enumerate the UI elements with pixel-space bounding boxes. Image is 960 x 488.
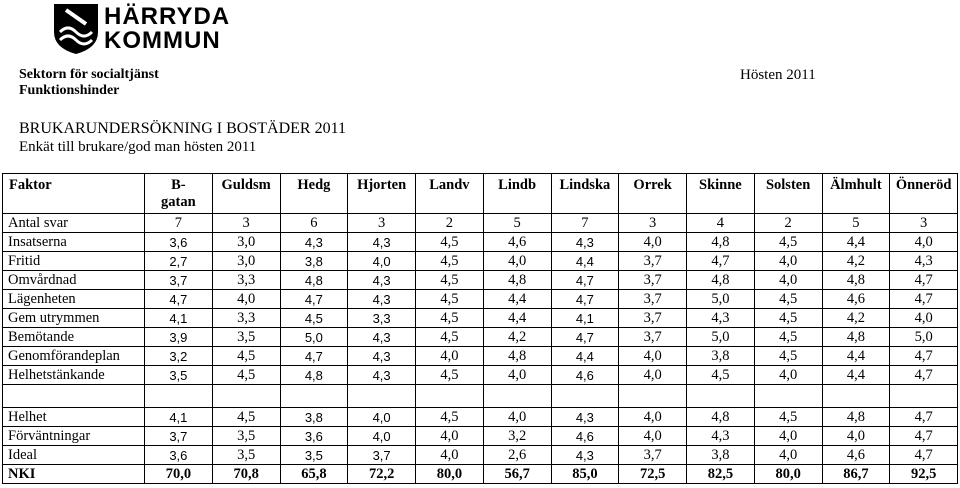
table-cell: 3,8 xyxy=(280,252,348,271)
table-cell: 4,3 xyxy=(687,427,755,446)
table-cell: 4,2 xyxy=(822,309,890,328)
table-cell: 3,7 xyxy=(145,271,213,290)
table-cell: 4,3 xyxy=(348,328,416,347)
table-cell: 3,7 xyxy=(619,309,687,328)
table-cell: 4,3 xyxy=(348,347,416,366)
table-row xyxy=(3,446,958,465)
table-cell: 3 xyxy=(348,214,416,233)
table-row xyxy=(3,347,958,366)
column-header: Solsten xyxy=(754,174,822,214)
table-cell xyxy=(754,385,822,408)
table-cell: 5,0 xyxy=(890,328,958,347)
page-subtitle: Enkät till brukare/god man hösten 2011 xyxy=(19,139,257,155)
table-header-row xyxy=(3,174,958,214)
table-cell: 7 xyxy=(145,214,213,233)
table-cell: 4,5 xyxy=(754,233,822,252)
table-cell: 4,6 xyxy=(822,446,890,465)
row-label: Fritid xyxy=(3,252,145,271)
table-cell: 4,5 xyxy=(416,366,484,385)
table-cell: 2,6 xyxy=(483,446,551,465)
column-header: Landv xyxy=(416,174,484,214)
table-cell: 3,7 xyxy=(619,290,687,309)
table-cell: 4,0 xyxy=(348,408,416,427)
table-cell: 3,5 xyxy=(145,366,213,385)
table-cell: 3,6 xyxy=(280,427,348,446)
table-cell xyxy=(483,385,551,408)
table-cell: 56,7 xyxy=(483,465,551,484)
table-cell: 82,5 xyxy=(687,465,755,484)
table-cell: 4,3 xyxy=(280,233,348,252)
table-cell: 4,0 xyxy=(483,252,551,271)
table-cell xyxy=(145,385,213,408)
harryda-kommun-logo xyxy=(52,2,312,58)
row-label: Gem utrymmen xyxy=(3,309,145,328)
table-cell: 3,3 xyxy=(348,309,416,328)
table-cell: 4,5 xyxy=(212,347,280,366)
table-cell: 4,7 xyxy=(687,252,755,271)
table-cell: 2,7 xyxy=(145,252,213,271)
table-cell: 4,2 xyxy=(822,252,890,271)
table-cell: 5 xyxy=(483,214,551,233)
table-cell: 85,0 xyxy=(551,465,619,484)
table-cell: 4,3 xyxy=(348,271,416,290)
table-cell: 4,4 xyxy=(551,347,619,366)
table-cell: 4,5 xyxy=(416,252,484,271)
table-cell: 4,5 xyxy=(754,290,822,309)
table-cell: 4,8 xyxy=(687,408,755,427)
table-cell: 4,7 xyxy=(145,290,213,309)
table-cell: 80,0 xyxy=(416,465,484,484)
table-cell: 4,0 xyxy=(754,427,822,446)
table-cell: 4 xyxy=(687,214,755,233)
dept-name: Sektorn för socialtjänst xyxy=(19,67,159,82)
table-cell xyxy=(416,385,484,408)
table-body xyxy=(3,214,958,484)
table-cell: 3,2 xyxy=(483,427,551,446)
table-cell: 4,5 xyxy=(280,309,348,328)
table-cell: 4,7 xyxy=(890,290,958,309)
table-cell: 3,5 xyxy=(212,427,280,446)
table-cell: 4,7 xyxy=(890,446,958,465)
table-cell: 3,3 xyxy=(212,271,280,290)
table-cell: 4,5 xyxy=(416,290,484,309)
table-cell: 3,5 xyxy=(212,446,280,465)
table-cell: 4,6 xyxy=(551,366,619,385)
table-cell: 4,8 xyxy=(483,347,551,366)
table-cell: 4,1 xyxy=(145,408,213,427)
table-cell: 92,5 xyxy=(890,465,958,484)
column-header: B- gatan xyxy=(145,174,213,214)
table-cell: 80,0 xyxy=(754,465,822,484)
unit-name: Funktionshinder xyxy=(19,83,120,98)
column-header: Orrek xyxy=(619,174,687,214)
table-cell: 4,7 xyxy=(551,290,619,309)
table-cell: 4,8 xyxy=(483,271,551,290)
table-cell: 4,7 xyxy=(551,271,619,290)
table-cell: 4,4 xyxy=(483,309,551,328)
season-label: Hösten 2011 xyxy=(740,67,816,83)
table-row xyxy=(3,290,958,309)
table-row xyxy=(3,408,958,427)
column-header: Guldsm xyxy=(212,174,280,214)
table-cell: 3,7 xyxy=(145,427,213,446)
table-cell: 4,5 xyxy=(212,408,280,427)
table-cell: 4,3 xyxy=(551,233,619,252)
table-cell: 3,0 xyxy=(212,233,280,252)
table-cell: 4,0 xyxy=(483,366,551,385)
table-cell: 3,3 xyxy=(212,309,280,328)
table-cell: 4,0 xyxy=(890,309,958,328)
header-left xyxy=(19,67,159,99)
table-cell xyxy=(348,385,416,408)
row-label: Antal svar xyxy=(3,214,145,233)
table-cell: 65,8 xyxy=(280,465,348,484)
table-cell: 4,0 xyxy=(416,347,484,366)
table-row xyxy=(3,366,958,385)
page-title: BRUKARUNDERSÖKNING I BOSTÄDER 2011 xyxy=(19,120,346,137)
table-cell: 4,7 xyxy=(890,271,958,290)
table-cell: 4,5 xyxy=(754,347,822,366)
table-cell: 3,7 xyxy=(619,252,687,271)
table-cell: 4,3 xyxy=(348,366,416,385)
column-header: Hjorten xyxy=(348,174,416,214)
table-cell: 4,8 xyxy=(822,271,890,290)
table-cell: 4,3 xyxy=(551,408,619,427)
municipal-crest-icon xyxy=(52,2,100,56)
table-cell: 4,3 xyxy=(890,252,958,271)
table-cell: 3,6 xyxy=(145,233,213,252)
logo-line2: KOMMUN xyxy=(104,27,221,54)
column-header: Hedg xyxy=(280,174,348,214)
table-cell: 4,0 xyxy=(754,366,822,385)
table-cell: 3 xyxy=(212,214,280,233)
table-cell: 5,0 xyxy=(687,290,755,309)
table-cell xyxy=(890,385,958,408)
table-cell: 4,4 xyxy=(551,252,619,271)
table-cell: 4,0 xyxy=(483,408,551,427)
table-cell: 3,7 xyxy=(348,446,416,465)
logo-line1: HÄRRYDA xyxy=(104,3,231,30)
table-cell: 3,5 xyxy=(212,328,280,347)
column-header: Skinne xyxy=(687,174,755,214)
table-row xyxy=(3,271,958,290)
table-cell: 4,2 xyxy=(483,328,551,347)
table-cell: 4,7 xyxy=(890,366,958,385)
table-cell: 4,4 xyxy=(483,290,551,309)
table-cell: 4,7 xyxy=(890,427,958,446)
column-header: Önneröd xyxy=(890,174,958,214)
row-label xyxy=(3,385,145,408)
table-row xyxy=(3,252,958,271)
table-cell: 4,0 xyxy=(416,427,484,446)
table-row xyxy=(3,233,958,252)
table-cell: 4,5 xyxy=(754,408,822,427)
table-cell: 4,7 xyxy=(551,328,619,347)
table-cell: 4,0 xyxy=(822,427,890,446)
table-row xyxy=(3,309,958,328)
table-cell xyxy=(212,385,280,408)
table-cell: 5 xyxy=(822,214,890,233)
table-cell: 4,8 xyxy=(687,233,755,252)
table-cell: 4,6 xyxy=(822,290,890,309)
table-cell: 3,7 xyxy=(619,446,687,465)
table-cell: 4,7 xyxy=(890,347,958,366)
table-cell: 4,5 xyxy=(416,309,484,328)
table-cell: 4,0 xyxy=(890,233,958,252)
table-cell: 4,0 xyxy=(416,446,484,465)
table-cell: 4,1 xyxy=(145,309,213,328)
table-cell: 4,5 xyxy=(212,366,280,385)
row-label: Helhet xyxy=(3,408,145,427)
table-cell: 4,3 xyxy=(551,446,619,465)
results-table xyxy=(2,173,958,484)
table-cell: 4,8 xyxy=(822,328,890,347)
table-cell: 4,0 xyxy=(619,347,687,366)
table-cell: 4,0 xyxy=(348,427,416,446)
table-cell: 4,8 xyxy=(280,366,348,385)
table-cell xyxy=(280,385,348,408)
table-cell: 4,0 xyxy=(754,252,822,271)
table-cell: 70,8 xyxy=(212,465,280,484)
table-cell xyxy=(619,385,687,408)
row-label: NKI xyxy=(3,465,145,484)
table-cell: 4,0 xyxy=(754,446,822,465)
table-cell: 3 xyxy=(619,214,687,233)
column-header: Älmhult xyxy=(822,174,890,214)
table-cell: 7 xyxy=(551,214,619,233)
table-cell: 4,6 xyxy=(551,427,619,446)
table-cell: 4,5 xyxy=(416,328,484,347)
table-cell: 6 xyxy=(280,214,348,233)
table-cell: 3,8 xyxy=(687,347,755,366)
column-header: Lindska xyxy=(551,174,619,214)
table-cell: 4,8 xyxy=(822,408,890,427)
table-cell: 2 xyxy=(416,214,484,233)
table-cell: 3,8 xyxy=(280,408,348,427)
table-cell: 4,5 xyxy=(416,408,484,427)
table-cell: 3,0 xyxy=(212,252,280,271)
table-row xyxy=(3,427,958,446)
table-cell: 4,5 xyxy=(687,366,755,385)
table-cell: 3 xyxy=(890,214,958,233)
table-cell xyxy=(687,385,755,408)
table-cell xyxy=(551,385,619,408)
table-cell: 4,7 xyxy=(280,347,348,366)
table-cell: 4,1 xyxy=(551,309,619,328)
table-cell: 3,2 xyxy=(145,347,213,366)
table-row xyxy=(3,214,958,233)
row-label: Bemötande xyxy=(3,328,145,347)
table-cell: 3,7 xyxy=(619,328,687,347)
table-cell: 5,0 xyxy=(687,328,755,347)
table-cell: 3,9 xyxy=(145,328,213,347)
table-cell: 4,3 xyxy=(348,233,416,252)
table-cell: 4,5 xyxy=(754,309,822,328)
table-cell: 4,0 xyxy=(619,233,687,252)
table-cell: 4,0 xyxy=(619,408,687,427)
table-row xyxy=(3,328,958,347)
table-cell: 4,4 xyxy=(822,233,890,252)
table-cell: 4,0 xyxy=(619,427,687,446)
table-cell: 5,0 xyxy=(280,328,348,347)
table-cell: 4,3 xyxy=(348,290,416,309)
table-cell: 4,6 xyxy=(483,233,551,252)
row-label: Genomförandeplan xyxy=(3,347,145,366)
table-cell: 70,0 xyxy=(145,465,213,484)
table-cell: 4,5 xyxy=(754,328,822,347)
column-header-faktor: Faktor xyxy=(3,174,145,214)
table-cell: 4,0 xyxy=(754,271,822,290)
table-cell: 3,7 xyxy=(619,271,687,290)
table-cell: 86,7 xyxy=(822,465,890,484)
table-cell: 3,6 xyxy=(145,446,213,465)
table-cell: 4,0 xyxy=(212,290,280,309)
table-cell: 3,8 xyxy=(687,446,755,465)
table-row xyxy=(3,385,958,408)
table-cell xyxy=(822,385,890,408)
table-cell: 4,4 xyxy=(822,347,890,366)
table-row xyxy=(3,465,958,484)
table-cell: 2 xyxy=(754,214,822,233)
table-cell: 4,0 xyxy=(619,366,687,385)
table-cell: 4,5 xyxy=(416,271,484,290)
table-cell: 4,5 xyxy=(416,233,484,252)
table-cell: 4,7 xyxy=(280,290,348,309)
table-cell: 72,2 xyxy=(348,465,416,484)
row-label: Insatserna xyxy=(3,233,145,252)
table-cell: 3,5 xyxy=(280,446,348,465)
table-cell: 4,4 xyxy=(822,366,890,385)
row-label: Helhetstänkande xyxy=(3,366,145,385)
table-cell: 4,0 xyxy=(348,252,416,271)
row-label: Omvårdnad xyxy=(3,271,145,290)
row-label: Förväntningar xyxy=(3,427,145,446)
row-label: Ideal xyxy=(3,446,145,465)
column-header: Lindb xyxy=(483,174,551,214)
table-cell: 4,8 xyxy=(687,271,755,290)
row-label: Lägenheten xyxy=(3,290,145,309)
table-cell: 72,5 xyxy=(619,465,687,484)
table-cell: 4,3 xyxy=(687,309,755,328)
table-cell: 4,7 xyxy=(890,408,958,427)
table-cell: 4,8 xyxy=(280,271,348,290)
